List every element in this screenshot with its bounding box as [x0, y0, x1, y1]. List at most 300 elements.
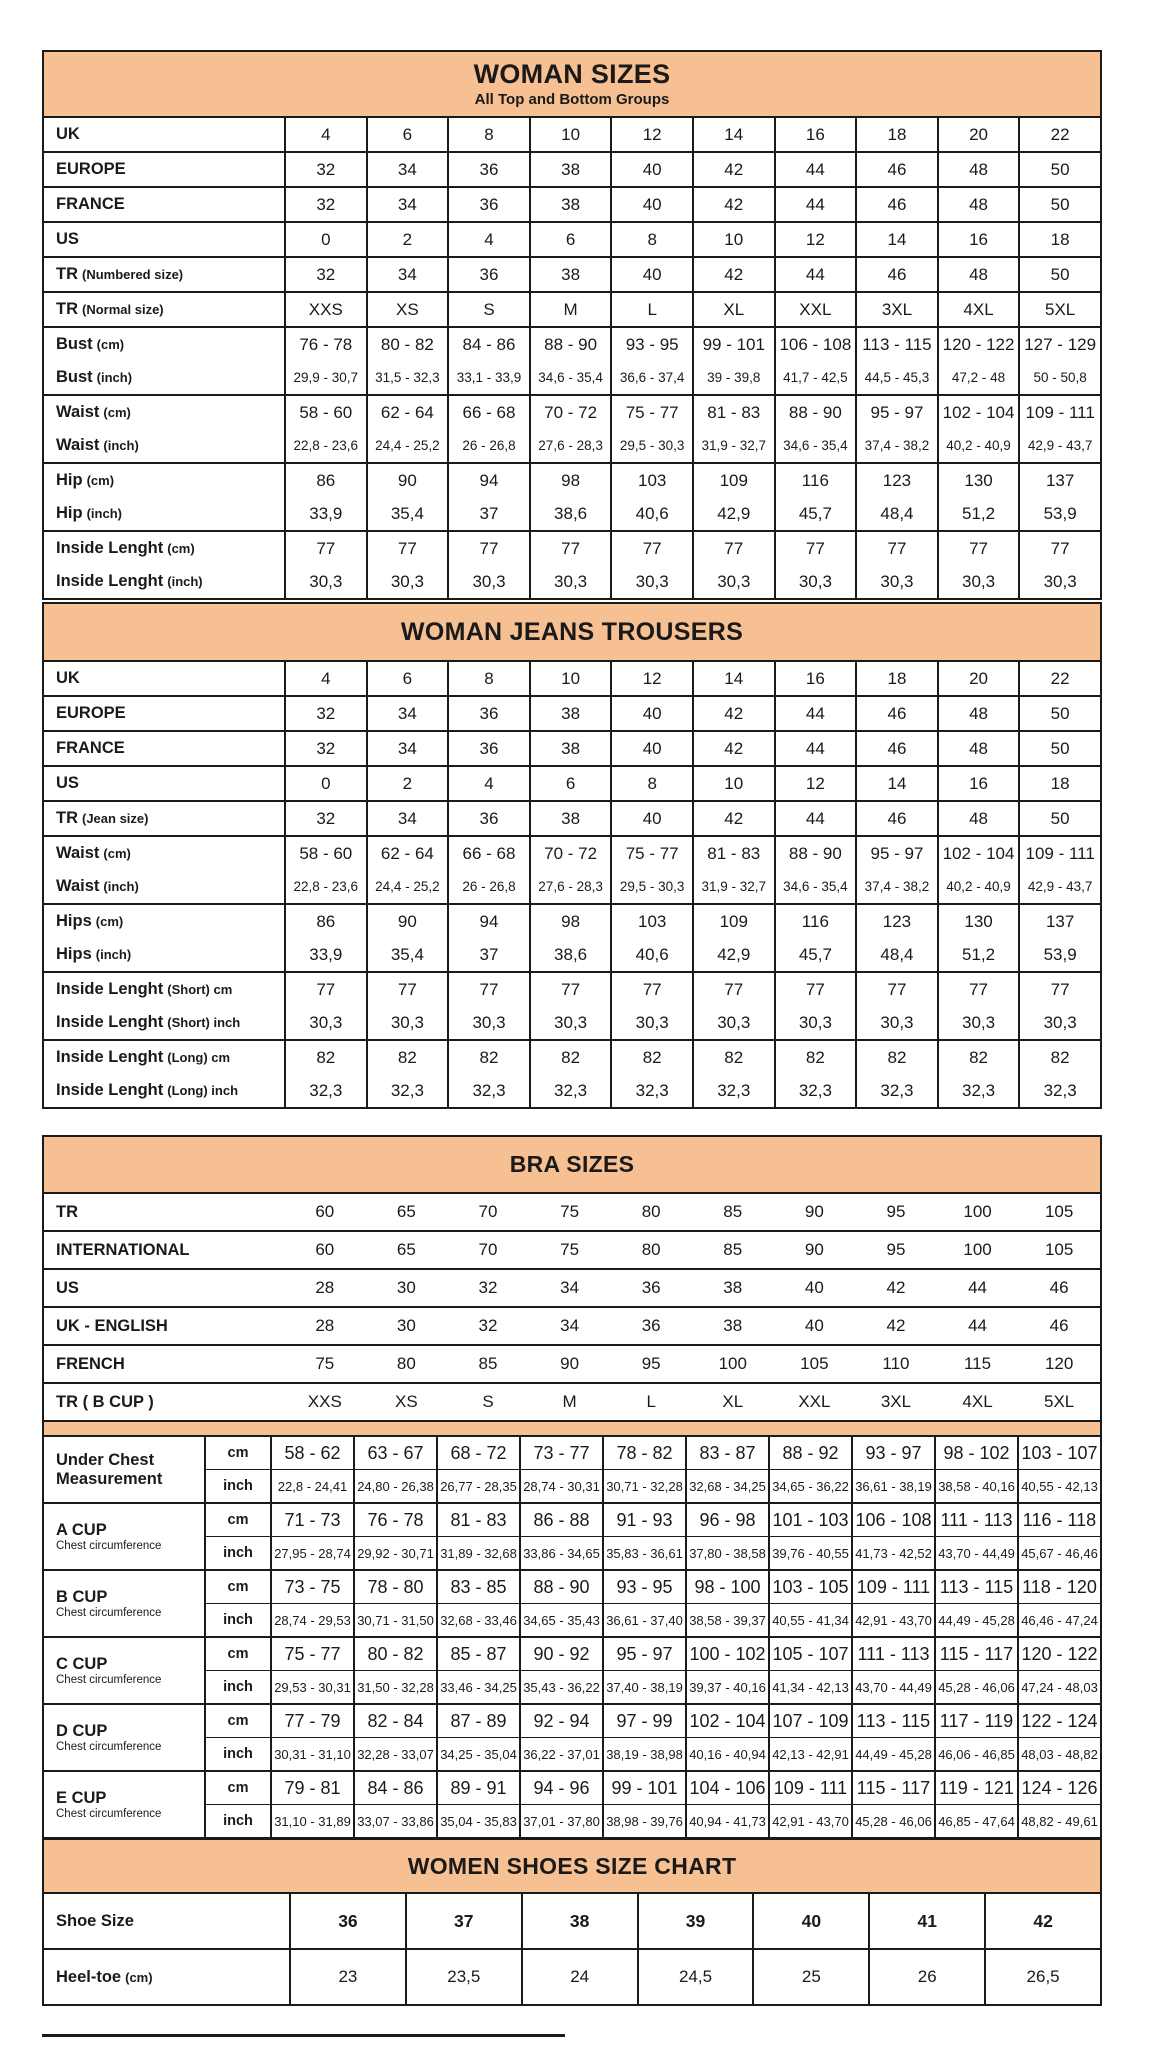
- size-cell: 100: [963, 1202, 992, 1221]
- size-cell: 8: [610, 767, 692, 800]
- size-cell: 44: [774, 153, 856, 186]
- size-cell: 95: [641, 1354, 661, 1373]
- size-cell: 12: [610, 662, 692, 695]
- size-cell: 66 - 68: [447, 837, 529, 870]
- row-label-text: Hips: [56, 945, 92, 963]
- size-cell: 16: [937, 767, 1019, 800]
- size-cell: 26,5: [984, 1950, 1100, 2004]
- row-label: [44, 1950, 289, 2004]
- row-label-note: (Long) inch: [167, 1083, 239, 1098]
- bra-sizes-header: [44, 1137, 1100, 1192]
- size-cell: 28,74 - 30,31: [519, 1470, 602, 1502]
- size-cell: 24,5: [637, 1950, 753, 2004]
- table-row: [44, 258, 1100, 291]
- size-cell: 98: [529, 905, 611, 938]
- size-cell: 38: [723, 1316, 743, 1335]
- size-cell: 6: [366, 662, 448, 695]
- table-row: [204, 1638, 1100, 1670]
- size-cell: 37: [447, 497, 529, 530]
- size-cell: 82: [692, 1041, 774, 1074]
- size-cell: 3XL: [855, 293, 937, 326]
- size-cell: 70 - 72: [529, 396, 611, 429]
- size-cell: 50: [1018, 732, 1100, 765]
- size-cell: 30,3: [447, 1006, 529, 1039]
- row-label: [44, 532, 284, 565]
- size-cell: 28,74 - 29,53: [270, 1604, 353, 1636]
- size-cell: 100: [718, 1354, 747, 1373]
- row-label: [44, 697, 284, 730]
- size-cell: 45,7: [774, 938, 856, 971]
- size-cell: XS: [395, 1392, 418, 1411]
- size-cell: 116: [774, 905, 856, 938]
- size-cell: 16: [774, 662, 856, 695]
- size-cell: 115 - 117: [851, 1772, 934, 1804]
- row-label-note: (cm): [125, 1969, 153, 1985]
- size-cell: 39: [637, 1894, 753, 1948]
- size-cell: 103 - 107: [1017, 1437, 1100, 1469]
- row-label-text: UK: [56, 669, 80, 687]
- size-cell: 38: [529, 153, 611, 186]
- table-row: [204, 1571, 1100, 1603]
- row-label-text: Shoe Size: [56, 1911, 134, 1930]
- size-cell: 48,4: [855, 497, 937, 530]
- row-label-text: UK: [56, 125, 80, 143]
- table-row: [204, 1504, 1100, 1536]
- size-cell: 109 - 111: [1018, 396, 1100, 429]
- size-cell: 32,3: [610, 1074, 692, 1107]
- size-cell: 113 - 115: [934, 1571, 1017, 1603]
- row-label-text: Waist: [56, 436, 100, 454]
- table-row: [44, 662, 1100, 695]
- size-cell: 82: [447, 1041, 529, 1074]
- size-cell: 123: [855, 905, 937, 938]
- size-cell: 4: [447, 223, 529, 256]
- size-cell: 77: [610, 532, 692, 565]
- size-cell: 48: [937, 258, 1019, 291]
- cropped-next-table-edge: [42, 2034, 565, 2037]
- table-row: [44, 1950, 1100, 2004]
- row-label: [44, 328, 284, 361]
- size-cell: 38,6: [529, 938, 611, 971]
- size-cell: 95: [886, 1202, 906, 1221]
- size-cell: 103: [610, 464, 692, 497]
- size-cell: 44: [968, 1316, 987, 1335]
- row-label: [44, 188, 284, 221]
- row-label: [44, 662, 284, 695]
- size-cell: 95 - 97: [855, 396, 937, 429]
- size-cell: 75: [315, 1354, 335, 1373]
- size-cell: 40: [610, 188, 692, 221]
- size-cell: 90: [804, 1240, 824, 1259]
- size-cell: 23,5: [405, 1950, 521, 2004]
- row-group: [44, 221, 1100, 256]
- table-row: [204, 1670, 1100, 1703]
- size-cell: 38,19 - 38,98: [602, 1738, 685, 1770]
- cup-group: [44, 1502, 1100, 1569]
- row-group: [44, 971, 1100, 1039]
- size-cell: 30,3: [529, 1006, 611, 1039]
- size-cell: 10: [692, 767, 774, 800]
- table-row: [204, 1705, 1100, 1737]
- row-label: [44, 153, 284, 186]
- size-cell: 82: [366, 1041, 448, 1074]
- size-cell: 32,3: [284, 1074, 366, 1107]
- row-group: [44, 1268, 1100, 1306]
- size-cell: 32: [284, 802, 366, 835]
- size-cell: 88 - 90: [774, 396, 856, 429]
- size-cell: 10: [529, 118, 611, 151]
- size-cell: L: [646, 1392, 656, 1411]
- size-cell: 34: [560, 1278, 580, 1297]
- size-cell: 80: [641, 1240, 661, 1259]
- size-cell: 85: [723, 1202, 743, 1221]
- size-cell: 42,91 - 43,70: [768, 1805, 851, 1837]
- shoes-size-header: [44, 1840, 1100, 1892]
- size-cell: 24,80 - 26,38: [353, 1470, 436, 1502]
- size-cell: 42: [886, 1278, 906, 1297]
- row-label-text: TR: [56, 265, 78, 283]
- size-cell: 14: [692, 662, 774, 695]
- shoes-size-table: [42, 1838, 1102, 2006]
- size-cell: 77: [774, 973, 856, 1006]
- table-row: [44, 732, 1100, 765]
- table-row: [44, 1270, 1100, 1306]
- size-cell: 46: [855, 697, 937, 730]
- size-cell: 90: [804, 1202, 824, 1221]
- row-label: [44, 1346, 284, 1382]
- size-cell: 78 - 82: [602, 1437, 685, 1469]
- size-cell: 0: [284, 223, 366, 256]
- size-cell: 28: [315, 1316, 335, 1335]
- cup-label-text: A CUP: [56, 1520, 107, 1539]
- size-cell: 53,9: [1018, 497, 1100, 530]
- woman-sizes-subtitle: All Top and Bottom Groups: [474, 91, 670, 109]
- size-cell: 63 - 67: [353, 1437, 436, 1469]
- row-label-note: (inch): [167, 574, 203, 589]
- size-cell: 42: [692, 732, 774, 765]
- cup-rows: [204, 1638, 1100, 1703]
- row-label-note: (cm): [103, 846, 131, 861]
- row-group: [44, 835, 1100, 903]
- row-label-text: US: [56, 1278, 79, 1297]
- size-cell: 34: [366, 153, 448, 186]
- table-row: [44, 293, 1100, 326]
- size-cell: 82: [529, 1041, 611, 1074]
- row-label-text: Inside Lenght: [56, 1081, 164, 1099]
- size-cell: 36: [447, 188, 529, 221]
- size-cell: 33,07 - 33,86: [353, 1805, 436, 1837]
- size-cell: 66 - 68: [447, 396, 529, 429]
- size-cell: 85: [723, 1240, 743, 1259]
- size-cell: 37,4 - 38,2: [855, 429, 937, 462]
- size-cell: 30,3: [855, 565, 937, 598]
- size-cell: 50: [1018, 802, 1100, 835]
- size-cell: 29,92 - 30,71: [353, 1537, 436, 1569]
- size-cell: 26,77 - 28,35: [436, 1470, 519, 1502]
- size-cell: 5XL: [1044, 1392, 1075, 1411]
- size-cell: 22: [1018, 662, 1100, 695]
- size-cell: 48,82 - 49,61: [1017, 1805, 1100, 1837]
- size-cell: 105 - 107: [768, 1638, 851, 1670]
- size-cell: 122 - 124: [1017, 1705, 1100, 1737]
- size-cell: 77: [447, 532, 529, 565]
- size-cell: 102 - 104: [937, 396, 1019, 429]
- size-cell: 137: [1018, 905, 1100, 938]
- size-cell: 37,40 - 38,19: [602, 1671, 685, 1703]
- size-cell: 65: [396, 1202, 416, 1221]
- row-group: [44, 660, 1100, 695]
- row-label: [44, 1006, 284, 1039]
- table-row: [44, 1194, 1100, 1230]
- size-cell: 77: [529, 973, 611, 1006]
- cup-label-text: E CUP: [56, 1788, 107, 1807]
- size-cell: 37: [405, 1894, 521, 1948]
- size-cell: 77: [855, 532, 937, 565]
- row-label-text: Inside Lenght: [56, 1048, 164, 1066]
- size-cell: L: [610, 293, 692, 326]
- size-cell: 89 - 91: [436, 1772, 519, 1804]
- size-cell: 109: [692, 464, 774, 497]
- size-cell: XXS: [307, 1392, 342, 1411]
- row-label-text: FRENCH: [56, 1354, 125, 1373]
- unit-cell: inch: [204, 1470, 270, 1502]
- size-cell: 58 - 62: [270, 1437, 353, 1469]
- unit-cell: cm: [204, 1571, 270, 1603]
- size-cell: 30,3: [1018, 565, 1100, 598]
- row-group: [44, 530, 1100, 598]
- size-cell: 32,28 - 33,07: [353, 1738, 436, 1770]
- size-cell: 38: [529, 697, 611, 730]
- size-cell: 34: [366, 802, 448, 835]
- size-cell: 40: [610, 153, 692, 186]
- size-cell: 105: [1044, 1240, 1074, 1259]
- size-cell: 36: [289, 1894, 405, 1948]
- size-cell: 81 - 83: [436, 1504, 519, 1536]
- bra-sizes-conversion-rows: [44, 1192, 1100, 1420]
- cup-label-subtext: Chest circumference: [56, 1808, 162, 1821]
- unit-cell: inch: [204, 1671, 270, 1703]
- size-cell: 46: [855, 802, 937, 835]
- table-row: [44, 1232, 1100, 1268]
- size-cell: 73 - 77: [519, 1437, 602, 1469]
- size-cell: 109 - 111: [1018, 837, 1100, 870]
- row-label-text: Inside Lenght: [56, 980, 164, 998]
- row-label-note: (Long) cm: [167, 1050, 231, 1065]
- size-cell: 81 - 83: [692, 396, 774, 429]
- size-cell: 90: [560, 1354, 580, 1373]
- size-cell: 42,9 - 43,7: [1018, 870, 1100, 903]
- row-label-note: (Normal size): [82, 302, 164, 317]
- row-group: [44, 730, 1100, 765]
- row-label-note: (inch): [103, 879, 139, 894]
- size-cell: 3XL: [880, 1392, 912, 1411]
- size-cell: 24,4 - 25,2: [366, 429, 448, 462]
- size-cell: 115: [963, 1354, 992, 1373]
- size-cell: 45,28 - 46,06: [851, 1805, 934, 1837]
- cup-label-text: Under Chest Measurement: [56, 1450, 163, 1488]
- row-label: [44, 973, 284, 1006]
- size-cell: 45,67 - 46,46: [1017, 1537, 1100, 1569]
- size-cell: 38: [529, 258, 611, 291]
- size-cell: 4: [284, 662, 366, 695]
- size-cell: 95 - 97: [855, 837, 937, 870]
- size-cell: 36: [641, 1316, 661, 1335]
- cup-rows: [204, 1772, 1100, 1837]
- size-cell: 41: [868, 1894, 984, 1948]
- size-cell: 39,76 - 40,55: [768, 1537, 851, 1569]
- size-cell: 80 - 82: [366, 328, 448, 361]
- size-cell: 109 - 111: [768, 1772, 851, 1804]
- size-cell: 48: [937, 188, 1019, 221]
- cup-label: [44, 1437, 204, 1502]
- size-cell: 77: [692, 532, 774, 565]
- size-cell: 2: [366, 223, 448, 256]
- size-cell: 34,6 - 35,4: [774, 429, 856, 462]
- size-cell: 120 - 122: [937, 328, 1019, 361]
- row-label-note: (cm): [96, 337, 125, 352]
- row-label: [44, 497, 284, 530]
- row-group: [44, 116, 1100, 151]
- size-cell: 32,3: [855, 1074, 937, 1107]
- table-row: [44, 938, 1100, 971]
- size-cell: 106 - 108: [851, 1504, 934, 1536]
- size-cell: 93 - 95: [602, 1571, 685, 1603]
- row-label-note: (inch): [103, 438, 139, 453]
- cup-label: [44, 1772, 204, 1837]
- row-label-text: Waist: [56, 403, 100, 421]
- size-cell: 30,3: [610, 565, 692, 598]
- size-cell: M: [529, 293, 611, 326]
- size-cell: 44: [968, 1278, 987, 1297]
- size-cell: 91 - 93: [602, 1504, 685, 1536]
- row-label-note: (Numbered size): [82, 267, 184, 282]
- size-cell: 82: [610, 1041, 692, 1074]
- size-cell: 46: [855, 258, 937, 291]
- size-cell: 30,3: [937, 1006, 1019, 1039]
- cup-group: [44, 1437, 1100, 1502]
- table-row: [44, 973, 1100, 1006]
- size-cell: 38: [529, 732, 611, 765]
- size-cell: 44: [774, 732, 856, 765]
- size-cell: 8: [447, 118, 529, 151]
- size-cell: 127 - 129: [1018, 328, 1100, 361]
- row-label-text: EUROPE: [56, 160, 126, 178]
- size-cell: 40,6: [610, 938, 692, 971]
- size-cell: 116 - 118: [1017, 1504, 1100, 1536]
- size-cell: 62 - 64: [366, 837, 448, 870]
- size-cell: 42: [692, 258, 774, 291]
- size-cell: 130: [937, 464, 1019, 497]
- size-cell: 8: [610, 223, 692, 256]
- size-cell: 10: [692, 223, 774, 256]
- size-cell: 36: [447, 732, 529, 765]
- size-cell: 42,9 - 43,7: [1018, 429, 1100, 462]
- size-cell: 30,71 - 31,50: [353, 1604, 436, 1636]
- size-cell: 117 - 119: [934, 1705, 1017, 1737]
- row-label-text: Hips: [56, 912, 92, 930]
- size-cell: 35,43 - 36,22: [519, 1671, 602, 1703]
- size-cell: 12: [774, 223, 856, 256]
- size-cell: 33,9: [284, 938, 366, 971]
- row-label-text: TR: [56, 300, 78, 318]
- row-label: [44, 1270, 284, 1306]
- cup-label-text: D CUP: [56, 1721, 108, 1740]
- size-cell: 110: [882, 1354, 910, 1373]
- size-cell: 38: [529, 802, 611, 835]
- size-cell: 109: [692, 905, 774, 938]
- size-cell: 32: [478, 1278, 498, 1297]
- size-cell: 60: [315, 1240, 335, 1259]
- table-row: [44, 153, 1100, 186]
- size-cell: 34: [560, 1316, 580, 1335]
- size-cell: 33,46 - 34,25: [436, 1671, 519, 1703]
- size-cell: 75 - 77: [610, 837, 692, 870]
- size-cell: 123: [855, 464, 937, 497]
- row-label: [44, 118, 284, 151]
- row-label: [44, 1232, 284, 1268]
- size-cell: 77: [692, 973, 774, 1006]
- size-cell: 77: [447, 973, 529, 1006]
- size-cell: 42: [886, 1316, 906, 1335]
- size-cell: M: [562, 1392, 577, 1411]
- size-cell: 23: [289, 1950, 405, 2004]
- size-cell: 84 - 86: [353, 1772, 436, 1804]
- size-cell: 40: [610, 697, 692, 730]
- size-cell: 88 - 90: [529, 328, 611, 361]
- size-cell: 47,24 - 48,03: [1017, 1671, 1100, 1703]
- size-cell: 5XL: [1018, 293, 1100, 326]
- shoes-size-body: [44, 1892, 1100, 2004]
- size-cell: 42,91 - 43,70: [851, 1604, 934, 1636]
- size-cell: 34: [366, 258, 448, 291]
- size-cell: 95 - 97: [602, 1638, 685, 1670]
- size-cell: XXS: [284, 293, 366, 326]
- unit-cell: cm: [204, 1504, 270, 1536]
- size-cell: 36: [447, 697, 529, 730]
- size-cell: 97 - 99: [602, 1705, 685, 1737]
- size-cell: 22,8 - 23,6: [284, 429, 366, 462]
- size-cell: 32,3: [692, 1074, 774, 1107]
- row-label-text: Heel-toe: [56, 1967, 122, 1986]
- size-cell: 46: [855, 153, 937, 186]
- size-cell: 106 - 108: [774, 328, 856, 361]
- cup-label-subtext: Chest circumference: [56, 1540, 162, 1553]
- size-cell: 85: [478, 1354, 498, 1373]
- unit-cell: cm: [204, 1772, 270, 1804]
- row-label: [44, 1384, 284, 1420]
- row-label-note: (cm): [167, 541, 195, 556]
- table-row: [44, 1041, 1100, 1074]
- table-row: [44, 1308, 1100, 1344]
- size-cell: 4XL: [962, 1392, 993, 1411]
- size-cell: 16: [937, 223, 1019, 256]
- row-label: [44, 870, 284, 903]
- size-cell: 100 - 102: [685, 1638, 768, 1670]
- size-cell: 75 - 77: [270, 1638, 353, 1670]
- size-cell: 75: [560, 1240, 580, 1259]
- size-cell: 46: [855, 732, 937, 765]
- row-label: [44, 802, 284, 835]
- size-cell: 43,70 - 44,49: [851, 1671, 934, 1703]
- size-cell: 40: [804, 1316, 824, 1335]
- size-cell: 30,3: [529, 565, 611, 598]
- size-cell: 38,98 - 39,76: [602, 1805, 685, 1837]
- size-cell: 130: [937, 905, 1019, 938]
- size-cell: 38: [723, 1278, 743, 1297]
- row-label-text: Waist: [56, 877, 100, 895]
- size-cell: 31,50 - 32,28: [353, 1671, 436, 1703]
- size-cell: 12: [610, 118, 692, 151]
